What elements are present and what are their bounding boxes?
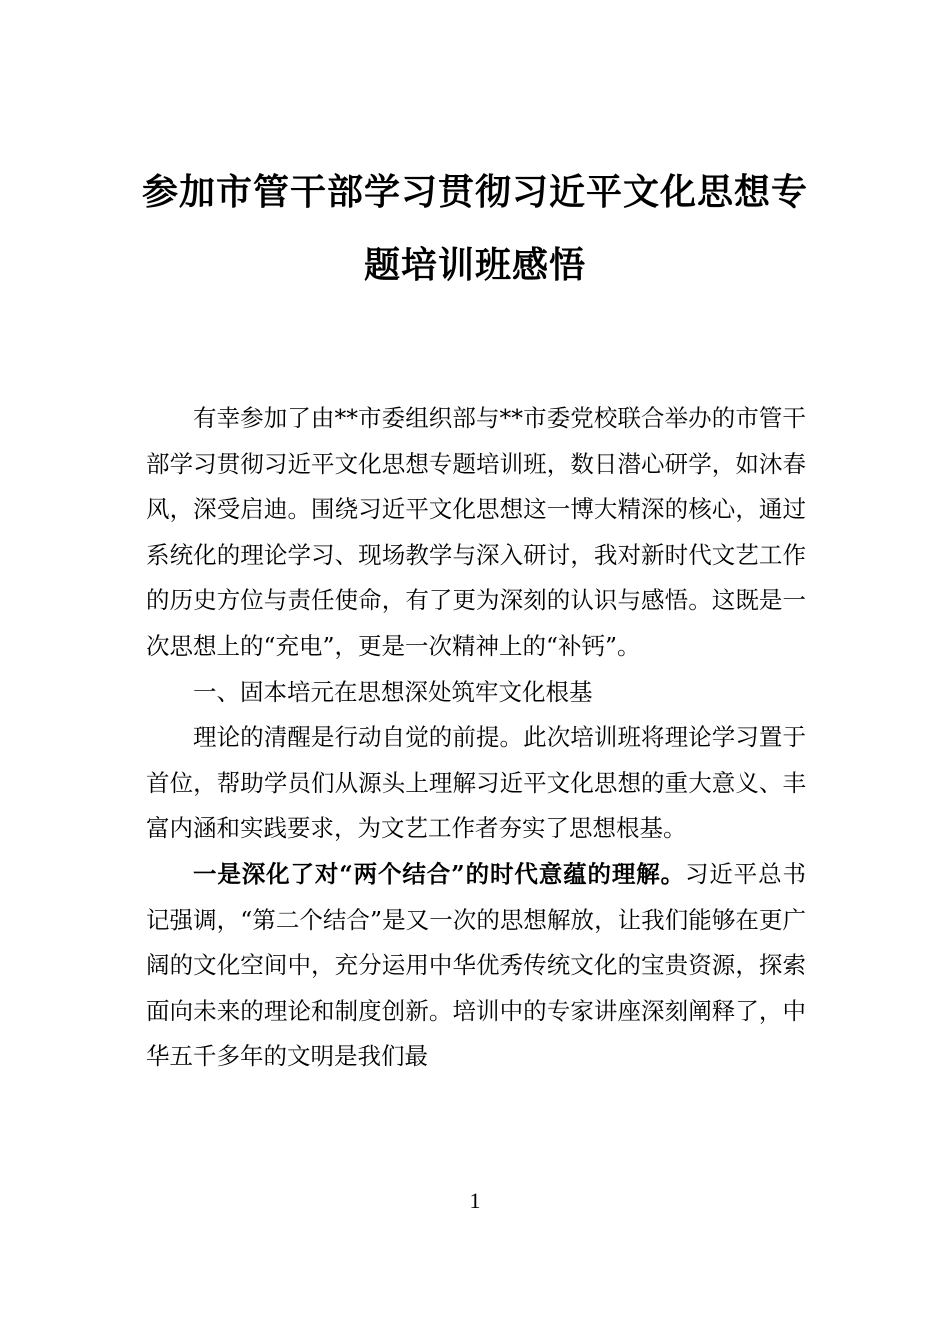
document-title-line-1: 参加市管干部学习贯彻习近平文化思想专 bbox=[141, 171, 808, 213]
document-title-line-2: 题培训班感悟 bbox=[363, 244, 586, 286]
intro-paragraph: 有幸参加了由**市委组织部与**市委党校联合举办的市管干部学习贯彻习近平文化思想专题培训班，数日潜心研学，如沐春风，深受启迪。围绕习近平文化思想这一博大精深的核心，通过系统化的理论学习、现场教学与深入研讨，我对新时代文艺工作的历史方位与责任使命，有了更为深刻的认识与感悟。这既是一次思想上的“充电”，更是一次精神上的“补钙”。 bbox=[146, 404, 806, 660]
document-body bbox=[146, 396, 806, 1080]
point-1-lead: 一是深化了对“两个结合”的时代意蕴的理解。 bbox=[193, 859, 685, 888]
page-number: 1 bbox=[469, 1188, 481, 1213]
point-1-paragraph bbox=[146, 852, 806, 1080]
section-1-paragraph: 理论的清醒是行动自觉的前提。此次培训班将理论学习置于首位，帮助学员们从源头上理解习近平文化思想的重大意义、丰富内涵和实践要求，为文艺工作者夯实了思想根基。 bbox=[146, 723, 806, 843]
point-1-text: 习近平总书记强调，“第二个结合”是又一次的思想解放，让我们能够在更广阔的文化空间中，充分运用中华优秀传统文化的宝贵资源，探索面向未来的理论和制度创新。培训中的专家讲座深刻阐释了，中华五千多年的文明是我们最 bbox=[146, 859, 806, 1071]
section-1-heading: 一、固本培元在思想深处筑牢文化根基 bbox=[193, 677, 593, 706]
